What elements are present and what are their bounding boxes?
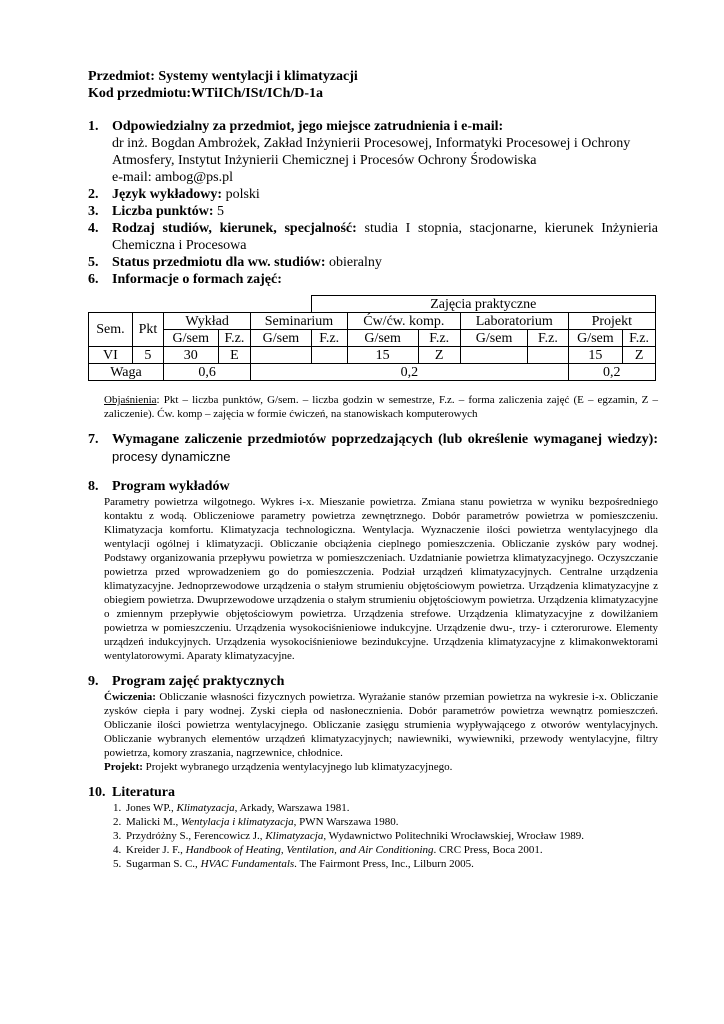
section-number: 3. [88, 204, 99, 219]
cell-weight-lecture: 0,6 [163, 364, 250, 381]
document-page [88, 68, 658, 871]
section-10 [88, 784, 658, 801]
section-label: Odpowiedzialny za przedmiot, jego miejsce zatrudnienia i e-mail: [112, 119, 504, 134]
responsible-email: e-mail: ambog@ps.pl [112, 170, 233, 185]
cell-exercise-hours: 15 [347, 347, 418, 364]
header-gsem: G/sem [163, 330, 218, 347]
list-item: 4. Kreider J. F., Handbook of Heating, Ventilation, and Air Conditioning. CRC Press, Boca 2001. [124, 843, 658, 857]
project-text [104, 760, 658, 774]
cell-lecture-hours: 30 [163, 347, 218, 364]
header-lecture: Wykład [163, 313, 250, 330]
list-item: 3. Przydróżny S., Ferencowicz J., Klimatyzacja, Wydawnictwo Politechniki Wrocławskiej, Wrocław 1989. [124, 829, 658, 843]
table-row [89, 347, 656, 364]
section-label: Język wykładowy: [112, 187, 223, 202]
subject-code: Kod przedmiotu:WTiICh/ISt/ICh/D-1a [88, 86, 324, 101]
header-gsem: G/sem [460, 330, 527, 347]
header-pkt: Pkt [132, 313, 163, 347]
section-number: 5. [88, 255, 99, 270]
project-label: Projekt: [104, 761, 143, 773]
section-label: Wymagane zaliczenie przedmiotów poprzedzających (lub określenie wymaganej wiedzy): [112, 432, 658, 447]
cell-lecture-form: E [218, 347, 251, 364]
section-value: polski [225, 187, 260, 202]
cell-seminar-form [311, 347, 347, 364]
header-sem: Sem. [89, 313, 133, 347]
cell-project-form: Z [623, 347, 656, 364]
section-1 [88, 118, 658, 186]
exercises-text [104, 690, 658, 760]
section-2 [88, 186, 658, 203]
section-number: 6. [88, 272, 99, 287]
header-gsem: G/sem [251, 330, 311, 347]
section-6 [88, 271, 658, 288]
lecture-program-text: Parametry powietrza wilgotnego. Wykres i-x. Mieszanie powietrza. Zmiana stanu powietrza w wyniku bezpośredniego kontaktu z wodą. Obliczeniowe parametry powietrza zewnętrznego. Dobór parametrów powietrza w pomieszczeniu. Klimatyzacja komfortu. Klimatyzacja technologiczna. Wentylacja. Wyznaczenie ilości powietrza wentylacyjnego dla wentylacji ogólnej i klimatyzacji. Obliczanie obciążenia cieplnego pomieszczenia. Obliczanie zysków pary wodnej. Podstawy organizowania przepływu powietrza w pomieszczeniach. Uzdatnianie powietrza klimatyzacyjnego. Oczyszczanie powietrza przed wprowadzeniem go do pomieszczenia. Podział urządzeń klimatyzacyjnych. Centralne urządzenia klimatyzacyjne. Jednoprzewodowe urządzenia o stałym strumieniu objętościowym powietrza. Urządzenia klimatyzacyjne z obiegiem powietrza. Dwuprzewodowe urządzenia o stałym strumieniu objętościowym powietrza. Urządzenia klimatyzacyjne o zmiennym przepływie objętościowym powietrza. Urządzenia strefowe. Urządzenia klimatyzacyjne z dowilżaniem powietrza w pomieszczeniu. Urządzenia wysokociśnieniowe indukcyjne. Urządzenie dwu-, trzy- i czterorurowe. Elementy urządzeń indukcyjnych. Urządzenia wysokociśnieniowe bezindukcyjne. Urządzenia klimatyzacyjne z klimakonwektorami wentylatorowymi. Aparaty klimatyzacyjne. [104, 496, 658, 662]
literature-list [88, 801, 658, 871]
cell-project-hours: 15 [568, 347, 623, 364]
exercises-body: Obliczanie własności fizycznych powietrza. Wyrażanie stanów przemian powietrza na wykresie i-x. Obliczanie zysków ciepła i pary wodnej. Zyski ciepła od nasłonecznienia. Dobór parametrów powietrza wewnątrz pomieszczeń. Obliczanie ilości powietrza wentylacyjnego. Obliczanie zasięgu strumienia wypływającego z otworów wentylacyjnych. Obliczanie wybranych elementów urządzeń klimatyzacyjnych; nawiewniki, wywiewniki, przewody wentylacyjne, filtry powietrza, komory zraszania, nagrzewnice, chłodnice. [104, 691, 658, 759]
header-gsem: G/sem [347, 330, 418, 347]
section-label: Program zajęć praktycznych [112, 674, 285, 689]
section-value: 5 [217, 204, 225, 219]
section-number: 10. [88, 785, 106, 800]
section-label: Liczba punktów: [112, 204, 214, 219]
cell-seminar-hours [251, 347, 311, 364]
explanation-label: Objaśnienia [104, 394, 157, 406]
section-label: Status przedmiotu dla ww. studiów: [112, 255, 326, 270]
section-number: 2. [88, 187, 99, 202]
responsible-person: dr inż. Bogdan Ambrożek, Zakład Inżynierii Procesowej, Informatyki Procesowej i Ochrony Atmosfery, Instytut Inżynierii Chemicznej i Procesów Ochrony Środowiska [112, 136, 631, 168]
cell-weight-label: Waga [89, 364, 164, 381]
list-item: 1. Jones WP., Klimatyzacja, Arkady, Warszawa 1981. [124, 801, 658, 815]
section-label: Program wykładów [112, 479, 230, 494]
header-fz: F.z. [218, 330, 251, 347]
section-label: Informacje o formach zajęć: [112, 272, 282, 287]
section-number: 4. [88, 221, 99, 236]
header-lab: Laboratorium [460, 313, 568, 330]
section-7 [88, 431, 658, 466]
header-gsem: G/sem [568, 330, 623, 347]
exercises-label: Ćwiczenia: [104, 691, 156, 703]
header-exercise: Ćw/ćw. komp. [347, 313, 460, 330]
cell-lab-form [528, 347, 568, 364]
cell-sem: VI [89, 347, 133, 364]
section-value: procesy dynamiczne [112, 449, 231, 464]
section-number: 8. [88, 479, 99, 494]
cell-lab-hours [460, 347, 527, 364]
cell-exercise-form: Z [418, 347, 460, 364]
section-value: studia I stopnia, stacjonarne, kierunek Inżynieria Chemiczna i Procesowa [112, 221, 659, 253]
course-forms-table [88, 295, 656, 381]
cell-weight-project: 0,2 [568, 364, 655, 381]
section-8 [88, 478, 658, 495]
explanation-text: : Pkt – liczba punktów, G/sem. – liczba godzin w semestrze, F.z. – forma zaliczenia zajęć (E – egzamin, Z – zaliczenie). Ćw. komp – zajęcia w formie ćwiczeń, na stanowiskach komputerowych [104, 394, 658, 420]
header-project: Projekt [568, 313, 655, 330]
header-seminar: Seminarium [251, 313, 347, 330]
list-item: 2. Malicki M., Wentylacja i klimatyzacja, PWN Warszawa 1980. [124, 815, 658, 829]
subject-title: Przedmiot: Systemy wentylacji i klimatyzacji [88, 69, 358, 84]
section-number: 1. [88, 119, 99, 134]
header-practical: Zajęcia praktyczne [311, 296, 655, 313]
cell-pkt: 5 [132, 347, 163, 364]
section-5 [88, 254, 658, 271]
header-fz: F.z. [311, 330, 347, 347]
header-fz: F.z. [418, 330, 460, 347]
section-9 [88, 673, 658, 690]
section-4 [88, 220, 658, 254]
section-value: obieralny [329, 255, 382, 270]
project-body: Projekt wybranego urządzenia wentylacyjnego lub klimatyzacyjnego. [145, 761, 453, 773]
section-number: 7. [88, 432, 99, 447]
list-item: 5. Sugarman S. C., HVAC Fundamentals. The Fairmont Press, Inc., Lilburn 2005. [124, 857, 658, 871]
header-fz: F.z. [528, 330, 568, 347]
section-number: 9. [88, 674, 99, 689]
section-label: Literatura [112, 785, 175, 800]
table-explanation [104, 393, 658, 421]
header-fz: F.z. [623, 330, 656, 347]
table-row-weight [89, 364, 656, 381]
section-3 [88, 203, 658, 220]
section-label: Rodzaj studiów, kierunek, specjalność: [112, 221, 357, 236]
cell-weight-mid: 0,2 [251, 364, 568, 381]
